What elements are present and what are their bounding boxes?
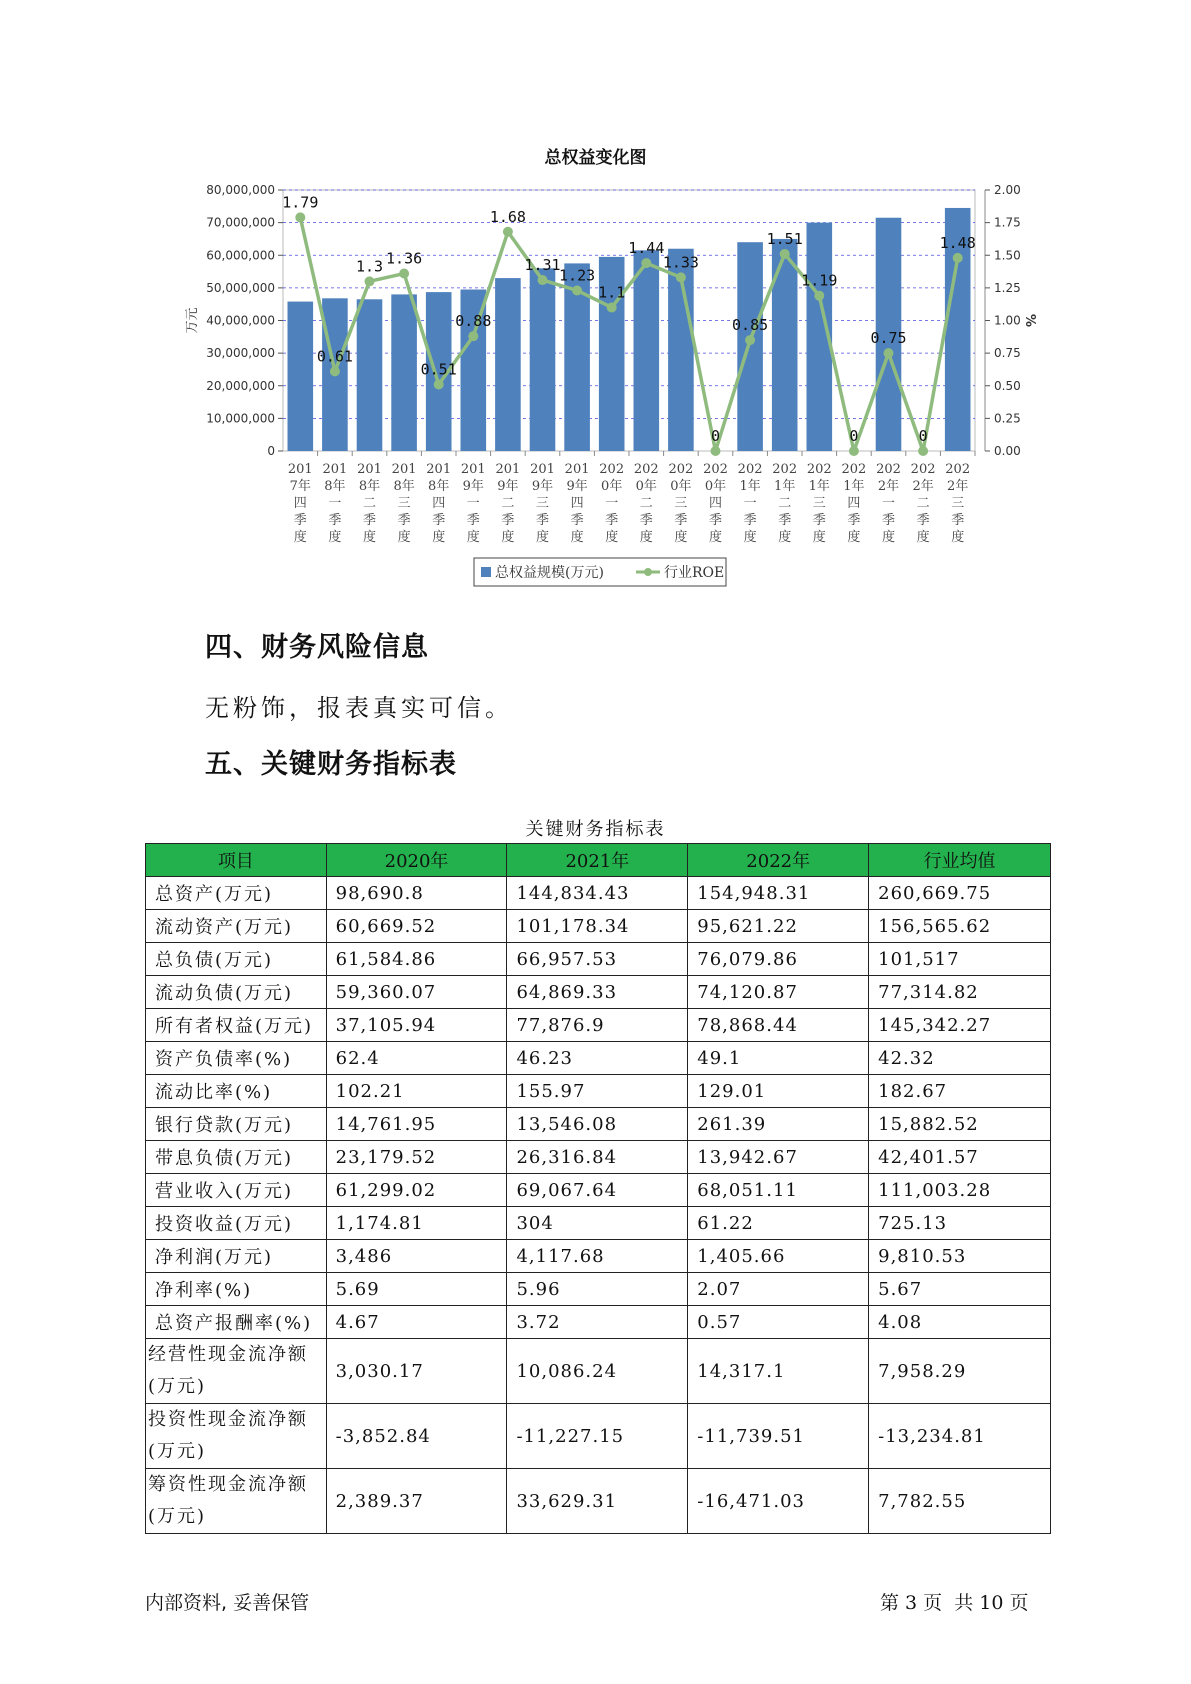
table-cell: 145,342.27 — [869, 1009, 1051, 1042]
x-tick-label: 202 2年三季度 — [945, 462, 971, 545]
y-right-tick-label: 0.00 — [994, 444, 1021, 458]
roe-point — [780, 249, 790, 259]
table-cell: 7,958.29 — [869, 1339, 1051, 1404]
roe-point — [884, 348, 894, 358]
x-tick-label: 201 9年二季度 — [495, 462, 521, 545]
table-cell: 261.39 — [688, 1108, 869, 1141]
row-label: 流动负债(万元) — [146, 976, 327, 1009]
roe-point — [607, 302, 617, 312]
table-cell: 46.23 — [507, 1042, 688, 1075]
y-right-tick-label: 2.00 — [994, 183, 1021, 197]
key-financial-indicators-table — [145, 843, 1051, 1534]
table-cell: 95,621.22 — [688, 910, 869, 943]
table-row — [146, 1404, 1051, 1469]
legend-bar-swatch — [481, 567, 491, 577]
roe-data-label: 1.44 — [628, 239, 665, 258]
roe-point — [330, 366, 340, 376]
y-right-tick-label: 1.25 — [994, 280, 1021, 295]
roe-point — [953, 253, 963, 263]
bar — [530, 268, 556, 451]
x-tick-label: 202 2年一季度 — [876, 462, 901, 545]
table-cell: 5.69 — [326, 1273, 507, 1306]
table-cell: 15,882.52 — [869, 1108, 1051, 1141]
roe-data-label: 1.33 — [662, 253, 699, 272]
y-left-axis-title: 万元 — [185, 307, 200, 334]
bar — [633, 250, 659, 451]
table-cell: 26,316.84 — [507, 1141, 688, 1174]
roe-point — [503, 227, 513, 237]
roe-point — [676, 272, 686, 282]
x-tick-label: 202 0年三季度 — [668, 462, 694, 545]
row-label: 筹资性现金流净额(万元) — [146, 1469, 327, 1534]
row-label: 总资产(万元) — [146, 877, 327, 910]
table-header-cell: 2020年 — [326, 844, 507, 877]
roe-point — [365, 276, 375, 286]
roe-point — [814, 291, 824, 301]
x-tick-label: 202 0年四季度 — [703, 462, 728, 545]
roe-point — [295, 212, 305, 222]
x-tick-label: 201 8年一季度 — [322, 462, 348, 545]
roe-data-label: 1.23 — [559, 266, 596, 285]
y-left-tick-label: 80,000,000 — [206, 183, 275, 197]
roe-point — [849, 446, 859, 456]
table-cell: 156,565.62 — [869, 910, 1051, 943]
row-label: 投资性现金流净额(万元) — [146, 1404, 327, 1469]
table-cell: 111,003.28 — [869, 1174, 1051, 1207]
bar — [772, 239, 798, 451]
table-cell: 66,957.53 — [507, 943, 688, 976]
section4-heading: 四、财务风险信息 — [205, 632, 429, 663]
table-cell: -16,471.03 — [688, 1469, 869, 1534]
table-row — [146, 1042, 1051, 1075]
row-label: 净利润(万元) — [146, 1240, 327, 1273]
y-right-tick-label: 0.25 — [994, 411, 1021, 426]
table-cell: 10,086.24 — [507, 1339, 688, 1404]
roe-point — [572, 285, 582, 295]
table-cell: 102.21 — [326, 1075, 507, 1108]
table-cell: 42,401.57 — [869, 1141, 1051, 1174]
row-label: 流动资产(万元) — [146, 910, 327, 943]
table-header-cell: 行业均值 — [869, 844, 1051, 877]
table-cell: 49.1 — [688, 1042, 869, 1075]
table-row — [146, 1075, 1051, 1108]
table-row — [146, 1108, 1051, 1141]
y-right-axis-title: % — [1022, 313, 1037, 328]
table-cell: 5.96 — [507, 1273, 688, 1306]
roe-data-label: 0 — [710, 427, 721, 445]
row-label: 资产负债率(%) — [146, 1042, 327, 1075]
x-tick-label: 202 0年一季度 — [599, 462, 625, 545]
row-label: 净利率(%) — [146, 1273, 327, 1306]
bar — [391, 294, 417, 451]
y-right-tick-label: 0.50 — [994, 378, 1021, 393]
roe-data-label: 1.1 — [598, 283, 626, 302]
table-cell: 9,810.53 — [869, 1240, 1051, 1273]
table-row — [146, 1273, 1051, 1306]
table-cell: 77,314.82 — [869, 976, 1051, 1009]
table-cell: 260,669.75 — [869, 877, 1051, 910]
x-tick-label: 201 7年四季度 — [287, 462, 313, 545]
table-cell: 78,868.44 — [688, 1009, 869, 1042]
x-tick-label: 202 1年三季度 — [806, 462, 832, 545]
roe-point — [711, 446, 721, 456]
row-label: 总负债(万元) — [146, 943, 327, 976]
roe-data-label: 1.3 — [355, 257, 384, 276]
legend-line-marker — [644, 568, 652, 576]
y-left-tick-label: 0 — [267, 444, 275, 458]
y-left-tick-label: 10,000,000 — [206, 411, 275, 426]
table-cell: 3.72 — [507, 1306, 688, 1339]
y-right-tick-label: 1.50 — [994, 248, 1021, 263]
x-tick-label: 201 8年二季度 — [357, 462, 382, 545]
y-right-tick-label: 1.00 — [994, 313, 1021, 328]
roe-data-label: 1.68 — [489, 207, 526, 226]
table-header-cell: 2021年 — [507, 844, 688, 877]
table-cell: 4,117.68 — [507, 1240, 688, 1273]
table-cell: 2,389.37 — [326, 1469, 507, 1534]
roe-point — [918, 446, 928, 456]
table-cell: 4.08 — [869, 1306, 1051, 1339]
table-row — [146, 1207, 1051, 1240]
roe-point — [468, 331, 478, 341]
row-label: 总资产报酬率(%) — [146, 1306, 327, 1339]
table-cell: 77,876.9 — [507, 1009, 688, 1042]
table-row — [146, 1306, 1051, 1339]
table-cell: 1,405.66 — [688, 1240, 869, 1273]
table-cell: 5.67 — [869, 1273, 1051, 1306]
row-label: 银行贷款(万元) — [146, 1108, 327, 1141]
table-cell: 61,299.02 — [326, 1174, 507, 1207]
roe-point — [399, 269, 409, 279]
table-cell: 98,690.8 — [326, 877, 507, 910]
x-tick-label: 202 1年四季度 — [841, 462, 867, 545]
x-tick-label: 202 1年一季度 — [737, 462, 763, 545]
table-header-row — [146, 844, 1051, 877]
roe-point — [434, 379, 444, 389]
table-cell: 1,174.81 — [326, 1207, 507, 1240]
bar — [495, 278, 521, 451]
table-cell: 37,105.94 — [326, 1009, 507, 1042]
equity-roe-chart — [0, 0, 1191, 600]
risk-info-text: 无粉饰，报表真实可信。 — [205, 694, 513, 722]
table-cell: 2.07 — [688, 1273, 869, 1306]
row-label: 经营性现金流净额(万元) — [146, 1339, 327, 1404]
y-left-tick-label: 20,000,000 — [206, 378, 275, 393]
roe-data-label: 0.75 — [870, 329, 907, 348]
table-header-cell: 项目 — [146, 844, 327, 877]
roe-data-label: 1.48 — [939, 233, 976, 252]
table-cell: 62.4 — [326, 1042, 507, 1075]
table-cell: 23,179.52 — [326, 1141, 507, 1174]
y-left-tick-label: 30,000,000 — [206, 346, 275, 361]
table-cell: 7,782.55 — [869, 1469, 1051, 1534]
y-left-tick-label: 50,000,000 — [206, 280, 275, 295]
table-cell: 14,761.95 — [326, 1108, 507, 1141]
roe-point — [538, 275, 548, 285]
roe-point — [641, 258, 651, 268]
section5-heading: 五、关键财务指标表 — [205, 749, 457, 780]
table-row — [146, 910, 1051, 943]
table-cell: 0.57 — [688, 1306, 869, 1339]
table-cell: 304 — [507, 1207, 688, 1240]
y-right-tick-label: 0.75 — [994, 346, 1021, 361]
table-cell: 64,869.33 — [507, 976, 688, 1009]
table-cell: 725.13 — [869, 1207, 1051, 1240]
roe-point — [745, 335, 755, 345]
table-cell: 101,517 — [869, 943, 1051, 976]
table-cell: 74,120.87 — [688, 976, 869, 1009]
table-row — [146, 976, 1051, 1009]
x-tick-label: 201 8年三季度 — [391, 462, 417, 545]
table-cell: 155.97 — [507, 1075, 688, 1108]
roe-data-label: 0.85 — [732, 316, 769, 335]
table-cell: 13,942.67 — [688, 1141, 869, 1174]
table-row — [146, 1141, 1051, 1174]
x-tick-label: 201 9年四季度 — [564, 462, 590, 545]
table-cell: 42.32 — [869, 1042, 1051, 1075]
roe-data-label: 0.88 — [455, 312, 492, 331]
row-label: 流动比率(%) — [146, 1075, 327, 1108]
x-tick-label: 201 9年三季度 — [530, 462, 555, 545]
legend-line-label: 行业ROE — [664, 565, 725, 581]
x-tick-label: 201 8年四季度 — [426, 462, 452, 545]
table-cell: 76,079.86 — [688, 943, 869, 976]
bar — [287, 302, 313, 451]
roe-data-label: 0.51 — [420, 360, 457, 379]
table-cell: 154,948.31 — [688, 877, 869, 910]
bar — [357, 299, 383, 451]
table-row — [146, 1240, 1051, 1273]
row-label: 投资收益(万元) — [146, 1207, 327, 1240]
row-label: 带息负债(万元) — [146, 1141, 327, 1174]
roe-data-label: 1.19 — [801, 271, 838, 290]
table-cell: 68,051.11 — [688, 1174, 869, 1207]
roe-data-label: 1.79 — [282, 193, 319, 212]
x-tick-label: 201 9年一季度 — [460, 462, 486, 545]
x-tick-label: 202 2年二季度 — [910, 462, 936, 545]
table-cell: -3,852.84 — [326, 1404, 507, 1469]
row-label: 营业收入(万元) — [146, 1174, 327, 1207]
table-caption: 关键财务指标表 — [525, 819, 666, 840]
table-cell: 129.01 — [688, 1075, 869, 1108]
roe-data-label: 0 — [849, 427, 859, 445]
table-cell: 13,546.08 — [507, 1108, 688, 1141]
table-cell: -11,227.15 — [507, 1404, 688, 1469]
table-cell: 61.22 — [688, 1207, 869, 1240]
row-label: 所有者权益(万元) — [146, 1009, 327, 1042]
table-cell: 14,317.1 — [688, 1339, 869, 1404]
table-cell: 3,486 — [326, 1240, 507, 1273]
roe-data-label: 1.36 — [386, 249, 423, 268]
table-row — [146, 877, 1051, 910]
table-cell: 69,067.64 — [507, 1174, 688, 1207]
table-cell: 3,030.17 — [326, 1339, 507, 1404]
roe-data-label: 1.51 — [766, 229, 803, 248]
roe-data-label: 0 — [918, 427, 928, 445]
table-row — [146, 1174, 1051, 1207]
y-left-tick-label: 40,000,000 — [206, 313, 275, 328]
table-cell: 59,360.07 — [326, 976, 507, 1009]
chart-title: 总权益变化图 — [544, 148, 647, 168]
table-row — [146, 1339, 1051, 1404]
table-cell: 61,584.86 — [326, 943, 507, 976]
table-cell: 33,629.31 — [507, 1469, 688, 1534]
table-cell: 4.67 — [326, 1306, 507, 1339]
table-cell: -11,739.51 — [688, 1404, 869, 1469]
roe-data-label: 1.31 — [524, 256, 561, 275]
x-tick-label: 202 0年二季度 — [633, 462, 659, 545]
table-cell: 101,178.34 — [507, 910, 688, 943]
table-cell: 182.67 — [869, 1075, 1051, 1108]
table-row — [146, 1469, 1051, 1534]
table-cell: 60,669.52 — [326, 910, 507, 943]
x-tick-label: 202 1年二季度 — [772, 462, 798, 545]
bar — [737, 242, 763, 451]
y-right-tick-label: 1.75 — [994, 215, 1021, 230]
table-cell: 144,834.43 — [507, 877, 688, 910]
y-left-tick-label: 60,000,000 — [206, 248, 275, 263]
table-cell: -13,234.81 — [869, 1404, 1051, 1469]
legend-bar-label: 总权益规模(万元) — [495, 565, 604, 581]
footer-confidential-note: 内部资料, 妥善保管 — [145, 1592, 310, 1614]
y-left-tick-label: 70,000,000 — [206, 215, 275, 230]
table-header-cell: 2022年 — [688, 844, 869, 877]
roe-data-label: 0.61 — [316, 347, 353, 366]
table-row — [146, 943, 1051, 976]
table-row — [146, 1009, 1051, 1042]
footer-page-number: 第 3 页 共 10 页 — [880, 1592, 1029, 1614]
